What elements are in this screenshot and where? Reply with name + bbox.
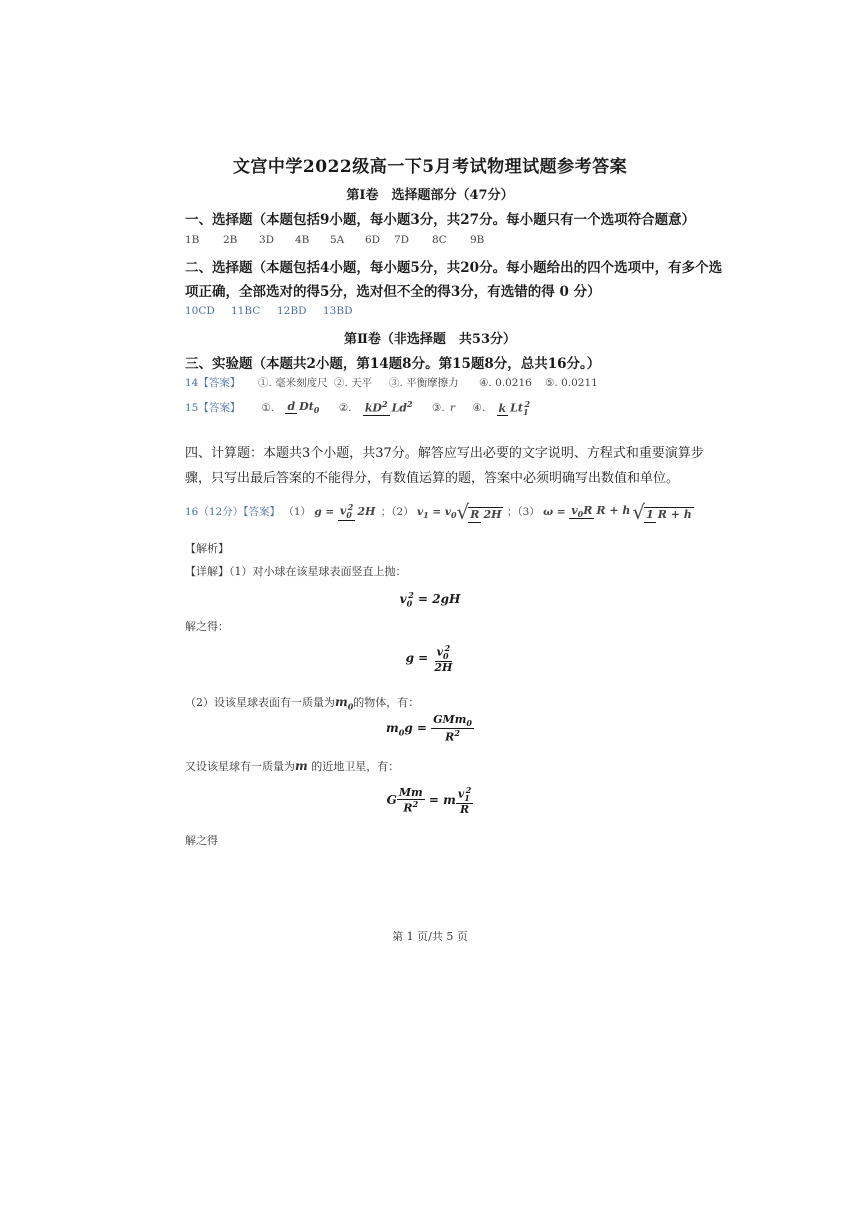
sec2-heading-line1: 二、选择题（本题包括4小题，每小题5分，共20分。每小题给出的四个选项中，有多个选 bbox=[185, 260, 723, 276]
q14-answer bbox=[185, 375, 598, 390]
q16-label: 16（12分）【答案】 bbox=[185, 506, 280, 518]
answer-item: 11BC bbox=[231, 305, 261, 317]
q15-mark: ②. bbox=[338, 402, 352, 415]
answer-item: 10CD bbox=[185, 305, 215, 317]
q15-formula-1: d $Dt_0$ bbox=[287, 400, 320, 416]
q16-part: （1） bbox=[283, 506, 312, 518]
equation-3: $m_0g$ = $\frac{GMm_0}{R^2}$ bbox=[386, 713, 472, 744]
satellite-text-a: 又设该星球有一质量为 bbox=[185, 760, 295, 773]
sec4-line1: 四、计算题：本题共3个小题，共37分。解答应写出必要的文字说明、方程式和重要演算步 bbox=[185, 446, 704, 461]
part2-text-b: 的物体，有： bbox=[353, 696, 420, 709]
solve-text-2: 解之得 bbox=[185, 834, 218, 847]
answer-item: 8C bbox=[432, 234, 447, 246]
equation-4: G $\frac{Mm}{R^2}$ = m $\frac{v_1^2}{R}$ bbox=[386, 785, 472, 816]
answer-item: 4B bbox=[295, 234, 310, 246]
q15-answer-3: r bbox=[450, 402, 456, 415]
q15-answer bbox=[185, 400, 532, 417]
analysis-label: 【解析】 bbox=[185, 542, 229, 555]
detail-line: 【详解】（1）对小球在该星球表面竖直上抛： bbox=[185, 565, 407, 578]
part2-heading: 第Ⅱ卷（非选择题 共53分） bbox=[343, 332, 517, 347]
sec1-answers bbox=[185, 234, 484, 246]
q15-mark: ①. bbox=[261, 402, 275, 415]
answer-item: 7D bbox=[394, 234, 410, 246]
q15-formula-4: k $Lt_1^2$ bbox=[498, 399, 531, 417]
answer-item: 2B bbox=[223, 234, 238, 246]
part1-heading: 第Ⅰ卷 选择题部分（47分） bbox=[346, 188, 514, 203]
answer-item: 6D bbox=[365, 234, 381, 246]
q14-item: ①. 毫米刻度尺 bbox=[258, 377, 328, 389]
answer-item: 3D bbox=[259, 234, 275, 246]
sec3-heading: 三、实验题（本题共2小题，第14题8分。第15题8分，总共16分。） bbox=[185, 356, 601, 372]
answer-item: 13BD bbox=[323, 305, 353, 317]
q14-item: ②. 天平 bbox=[334, 377, 373, 389]
answer-item: 1B bbox=[185, 234, 200, 246]
solve-text-1: 解之得： bbox=[185, 620, 229, 633]
q15-label: 15【答案】 bbox=[185, 402, 241, 415]
q14-item: ③. 平衡摩擦力 bbox=[389, 377, 459, 389]
answer-item: 9B bbox=[470, 234, 485, 246]
sec2-answers bbox=[185, 305, 353, 317]
q14-item: ⑤. 0.0211 bbox=[545, 377, 598, 389]
answer-item: 5A bbox=[330, 234, 345, 246]
q16-part: ；（2） bbox=[380, 506, 414, 518]
sec2-heading-line2: 项正确，全部选对的得5分，选对但不全的得3分，有选错的得 0 分） bbox=[185, 284, 601, 300]
answer-item: 12BD bbox=[277, 305, 307, 317]
page-title: 文宫中学2022级高一下5月考试物理试题参考答案 bbox=[232, 157, 628, 177]
q14-item: ④. 0.0216 bbox=[479, 377, 532, 389]
page-footer: 第 1 页/共 5 页 bbox=[392, 930, 468, 943]
q16-formula-2: $v_1 = v_0√R$ 2H bbox=[417, 500, 502, 524]
q14-label: 14【答案】 bbox=[185, 377, 241, 389]
part2-text: （2）设该星球表面有一质量为$m_0$的物体，有： bbox=[185, 695, 420, 712]
q16-part: ；（3） bbox=[506, 506, 540, 518]
equation-2: g = $\frac{v_0^2}{2H}$ bbox=[405, 643, 453, 674]
equation-1: $v_0^2 = 2gH$ bbox=[399, 590, 461, 609]
q16-answer bbox=[185, 500, 694, 524]
satellite-text: 又设该星球有一质量为m 的近地卫星，有： bbox=[185, 759, 400, 773]
sec4-line2: 骤，只写出最后答案的不能得分，有数值运算的题，答案中必须明确写出数值和单位。 bbox=[185, 471, 680, 486]
q15-formula-2: $kD^2$ Ld$^2$ bbox=[364, 399, 413, 416]
satellite-text-b: 的近地卫星，有： bbox=[307, 760, 400, 773]
sec1-heading: 一、选择题（本题包括9小题，每小题3分，共27分。每小题只有一个选项符合题意） bbox=[185, 212, 696, 228]
q15-mark: ③. bbox=[431, 402, 445, 415]
part2-text-a: （2）设该星球表面有一质量为 bbox=[185, 696, 335, 709]
q16-formula-3: $\omega = v_0R$ R + h √1 R + h bbox=[543, 500, 692, 524]
q16-formula-1: $g = v_0^2$ 2H bbox=[314, 502, 376, 521]
q15-mark: ④. bbox=[472, 402, 486, 415]
